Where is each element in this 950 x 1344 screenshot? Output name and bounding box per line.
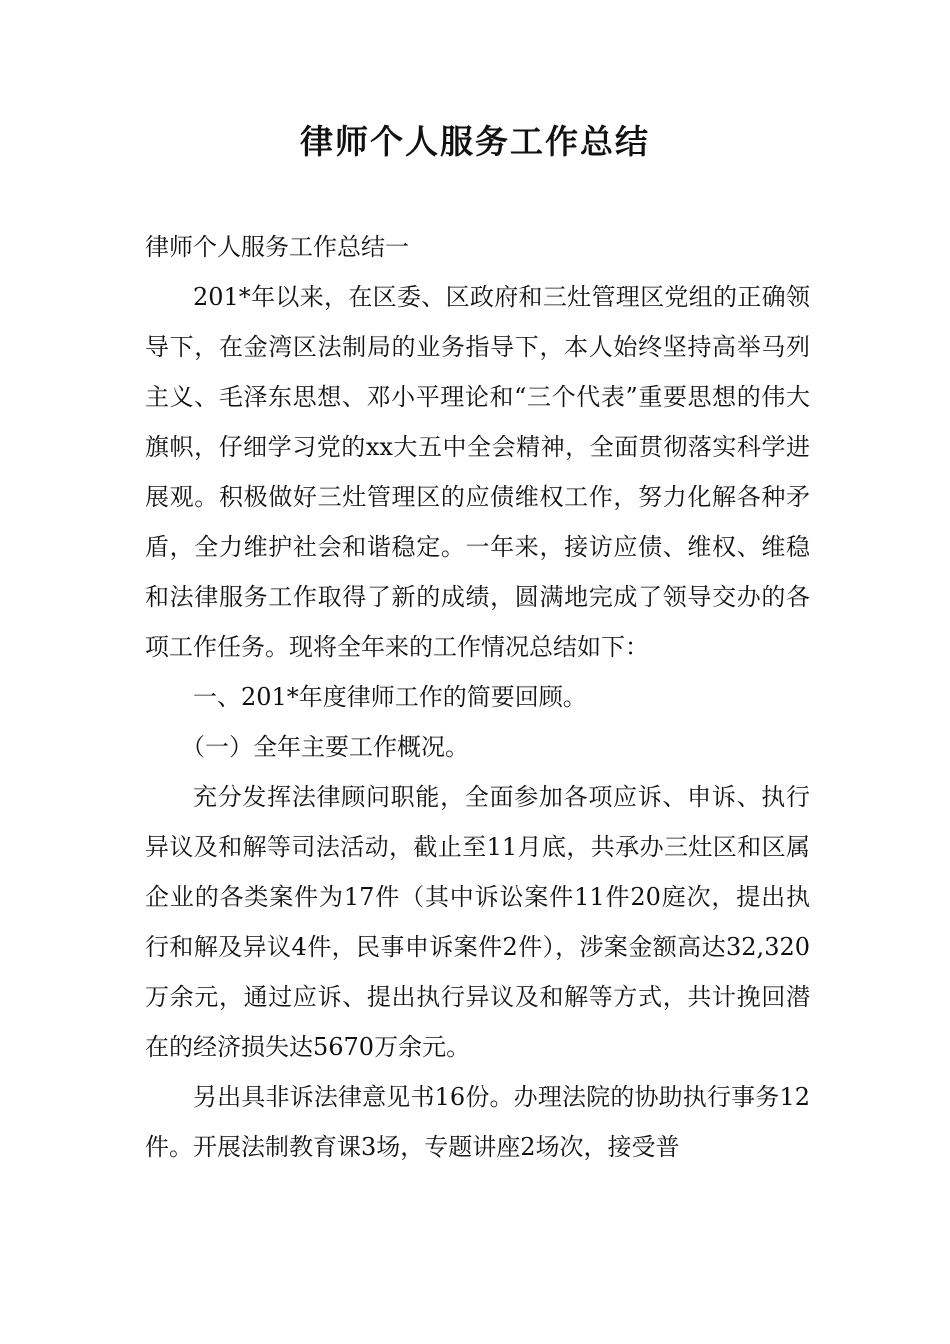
paragraph-cases: 充分发挥法律顾问职能，全面参加各项应诉、申诉、执行异议及和解等司法活动，截止至11月底，共承办三灶区和区属企业的各类案件为17件（其中诉讼案件11件20庭次，提出执行和解及异议4件，民事申诉案件2件），涉案金额高达32,320万余元，通过应诉、提出执行异议及和解等方式，共计挽回潜在的经济损失达5670万余元。: [145, 783, 810, 1061]
document-title: 律师个人服务工作总结: [300, 122, 650, 161]
heading-review: 一、201*年度律师工作的简要回顾。: [193, 683, 587, 711]
paragraph-intro: 201*年以来，在区委、区政府和三灶管理区党组的正确领导下，在金湾区法制局的业务指导下，本人始终坚持高举马列主义、毛泽东思想、邓小平理论和“三个代表”重要思想的伟大旗帜，仔细学习党的xx大五中全会精神，全面贯彻落实科学进展观。积极做好三灶管理区的应债维权工作，努力化解各种矛盾，全力维护社会和谐稳定。一年来，接访应债、维权、维稳和法律服务工作取得了新的成绩，圆满地完成了领导交办的各项工作任务。现将全年来的工作情况总结如下：: [145, 283, 810, 661]
document-body: [145, 222, 810, 1172]
section-heading: 律师个人服务工作总结一: [145, 233, 409, 261]
heading-overview: （一）全年主要工作概况。: [181, 733, 469, 761]
paragraph-non-litigation: 另出具非诉法律意见书16份。办理法院的协助执行事务12件。开展法制教育课3场，专题讲座2场次，接受普: [145, 1083, 810, 1161]
